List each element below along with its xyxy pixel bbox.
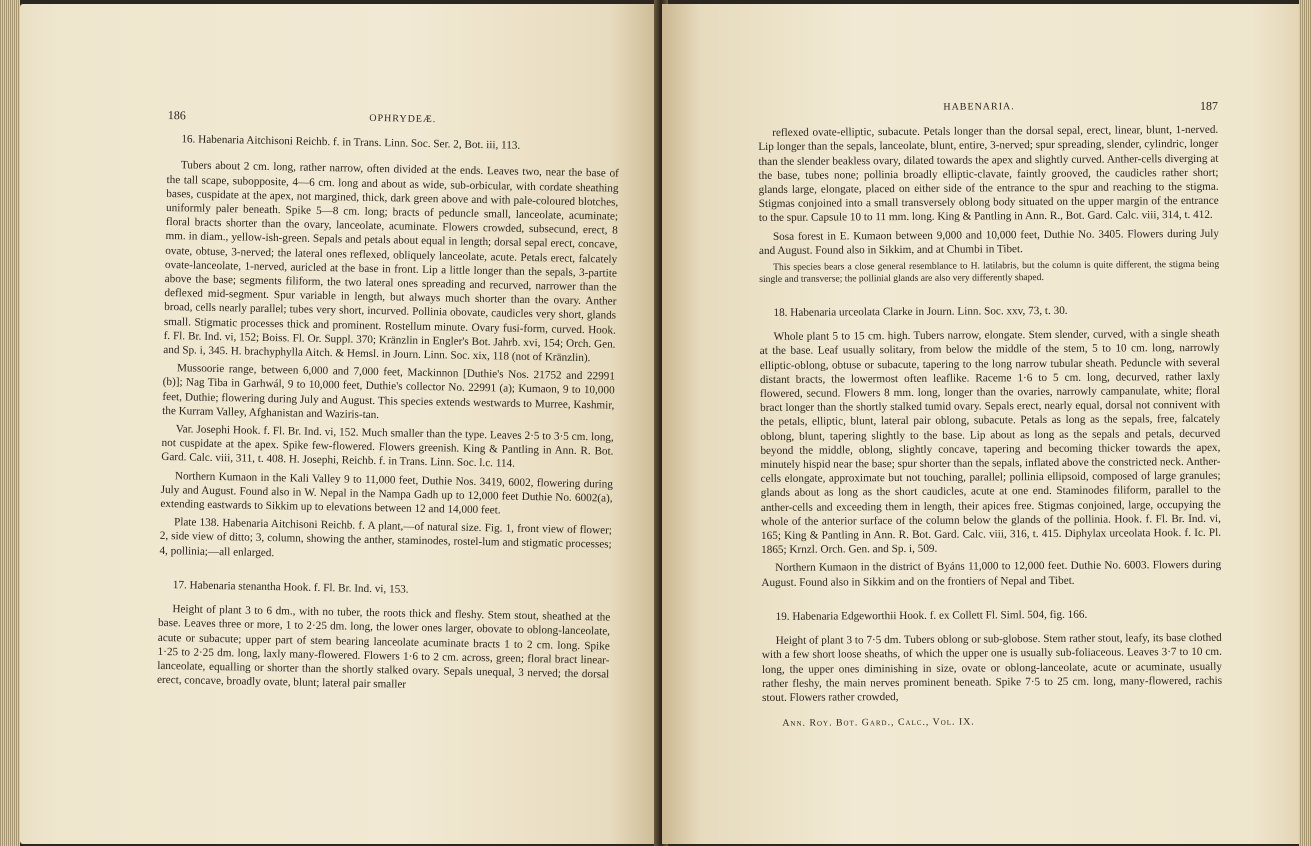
species-description-continued: reflexed ovate-elliptic, subacute. Petals longer than the dorsal sepal, erect, linear, blunt, 1-nerved. Lip longer than the sepals, lanceolate, blunt, entire, 3-nerved; spur spreading, slender, cylindric, longer than the slender beakless ovary, dilated towards the apex and slightly curved. Anther-cells diverging at the base, tubes none; pollinia broadly elliptic-clavate, faintly grooved, the caudicles rather short; glands large, elongate, placed on either side of the entrance to the spur and reaching to the stigma. Stigmas conjoined into a small transversely oblong body situated on the upper margin of the entrance to the spur. Capsule 10 to 11 mm. long. King & Pantling in Ann. R., Bot. Gard. Calc. viii, 314, t. 412. (758, 123, 1219, 225)
right-page (662, 4, 1302, 844)
left-text-column (157, 108, 620, 700)
species-description: Whole plant 5 to 15 cm. high. Tubers narrow, elongate. Stem slender, curved, with a single sheath at the base. Leaf usually solitary, from below the middle of the stem, 5 to 10 cm. long, narrowly elliptic-oblong, obtuse or subacute, tapering to the long narrow tubular sheath. Peduncle with several distant bracts, the lowermost often leaflike. Raceme 1·6 to 5 cm. long, decurved, rather laxly flowered, secund. Flowers 8 mm. long, longer than the ovaries, narrowly campanulate, white; floral bract longer than the shortly stalked tumid ovary. Sepals erect, nearly equal, dorsal not connivent with the petals, elliptic, blunt, lateral pair oblong, subacute. Petals as long as the sepals, free, falcately oblong, blunt, tapering slightly to the base. Lip about as long as the sepals and petals, decurved beyond the middle, oblong, slightly concave, tapering and becoming thicker towards the apex, minutely hispid near the base; spur shorter than the sepals, inflated above the constricted neck. Anther-cells elongate, approximate but not touching, parallel; pollinia ellipsoid, composed of large granules; glands about as long as the short caudicles, acute at one end. Staminodes filiform, parallel to the anther-cells and exceeding them in length, their apices free. Stigmas conjoined, large, occupying the whole of the anterior surface of the column below the glands of the pollinia. Hook. f. Fl. Br. Ind. vi, 165; King & Pantling in Ann. R. Bot. Gard. Calc. viii, 316, t. 415. Diphylax urceolata Hook. f. Ic. Pl. 1865; Krnzl. Orch. Gen. and Sp. i, 509. (759, 328, 1222, 557)
right-text-column (758, 99, 1222, 732)
left-page (20, 4, 660, 844)
right-header (758, 99, 1218, 116)
plate-caption: Plate 138. Habenaria Aitchisoni Reichb. f. A plant,—of natural size. Fig. 1, front view of flower; 2, side view of ditto; 3, column, showing the anther, staminodes, rostel-lum and stigmatic processes; 4, pollinia;—all enlarged. (159, 516, 613, 559)
species-heading: 19. Habenaria Edgeworthii Hook. f. ex Collett Fl. Siml. 504, fig. 166. (775, 608, 1088, 623)
page-number: 186 (167, 108, 186, 123)
species-description: Tubers about 2 cm. long, rather narrow, often divided at the ends. Leaves two, near the base of the tall scape, subopposite, 4—6 cm. long and about as wide, sub-orbicular, with cordate sheathing bases, cuspidate at the apex, not margined, thick, dark green above and with pale-coloured blotches, uniformly paler beneath. Spike 5—8 cm. long; bracts of peduncle small, lanceolate, acuminate; floral bracts shorter than the ovary, lanceolate, acuminate. Flowers crowded, subsecund, erect, 8 mm. in diam., yellow-ish-green. Sepals and petals about equal in length; dorsal sepal erect, concave, ovate, obtuse, 3-nerved; the lateral ones reflexed, obliquely lanceolate, acute. Petals erect, falcately ovate-lanceolate, 1-nerved, auricled at the base in front. Lip a little longer than the sepals, 3-partite above the base; segments filiform, the two lateral ones spreading and recurved, narrower than the deflexed mid-segment. Spur variable in length, but always much shorter than the ovary. Anther broad, cells nearly parallel; tubes very short, incurved. Pollinia obovate, caudicles very short, glands small. Stigmatic processes thick and prominent. Rostellum minute. Ovary fusi-form, curved. Hook. f. Fl. Br. Ind. vi, 152; Boiss. Fl. Or. Suppl. 370; Kränzlin in Engler's Bot. Jahrb. xvi, 154; Orch. Gen. and Sp. i, 345. H. brachyphylla Aitch. & Hemsl. in Journ. Linn. Soc. xix, 118 (not of Kränzlin). (163, 159, 619, 365)
species-distribution: Mussoorie range, between 6,000 and 7,000 feet, Mackinnon [Duthie's Nos. 21752 and 22991 (b)]; Nag Tiba in Garhwál, 9 to 10,000 feet, Duthie's collector No. 22991 (a); Kumaon, 9 to 10,000 feet, Duthie; flowering during July and August. This species extends westwards to Murree, Kashmir, the Kurram Valley, Afghanistan and Waziris-tan. (162, 362, 616, 421)
species-description: Height of plant 3 to 7·5 dm. Tubers oblong or sub-globose. Stem rather stout, leafy, its base clothed with a few short loose sheaths, of which the upper one is usually sub-foliaceous. Leaves 3·7 to 10 cm. long, the upper ones diminishing in size, ovate or oblong-lanceolate, acute or acuminate, usually rather fleshy, the main nerves prominent beneath. Spike 7·5 to 25 cm. long, many-flowered, rachis stout. Flowers rather crowded, (761, 631, 1223, 704)
species-heading: 17. Habenaria stenantha Hook. f. Fl. Br. Ind. vi, 153. (172, 579, 409, 596)
page-number: 187 (1199, 98, 1219, 113)
variety-distribution: Northern Kumaon in the Kali Valley 9 to 11,000 feet, Duthie Nos. 3419, 6002, flowering during July and August. Found also in W. Nepal in the Nampa Gadh up to 12,000 feet Duthie No. 6002(a), extending eastwards to Sikkim up to elevations between 12 and 14,000 feet. (160, 469, 613, 517)
page-edges-left (0, 0, 20, 846)
species-heading: 18. Habenaria urceolata Clarke in Journ. Linn. Soc. xxv, 73, t. 30. (773, 304, 1068, 319)
species-note: This species bears a close general resemblance to H. latilabris, but the column is quite different, the stigma being single and transverse; the pollinial glands are also very differently shaped. (759, 258, 1220, 286)
variety-description: Var. Josephi Hook. f. Fl. Br. Ind. vi, 152. Much smaller than the type. Leaves 2·5 to 3·5 cm. long, not cuspidate at the apex. Spike few-flowered. Flowers greenish. King & Pantling in Ann. R. Bot. Gard. Calc. viii, 311, t. 408. H. Josephi, Reichb. f. in Trans. Linn. Soc. l.c. 114. (161, 423, 614, 471)
species-description: Height of plant 3 to 6 dm., with no tuber, the roots thick and fleshy. Stem stout, sheathed at the base. Leaves three or more, 1 to 2·25 dm. long, the lower ones larger, obovate to oblong-lanceolate, acute or subacute; upper part of stem bearing lanceolate acuminate bracts 1 to 2 cm. long. Spike 1·25 to 2·25 dm. long, laxly many-flowered. Flowers 1·6 to 2 cm. across, green; floral bract linear-lanceolate, equalling or shorter than the shortly stalked ovary. Sepals unequal, 3 nerved; the dorsal erect, concave, broadly ovate, blunt; lateral pair smaller (156, 603, 611, 691)
running-head: HABENARIA. (943, 101, 1015, 113)
species-distribution: Northern Kumaon in the district of Byáns 11,000 to 12,000 feet. Duthie No. 6003. Flowers during August. Found also in Sikkim and on the frontiers of Nepal and Tibet. (761, 559, 1222, 589)
running-head: OPHRYDEÆ. (369, 112, 437, 126)
left-header (168, 108, 620, 131)
page-footer: Ann. Roy. Bot. Gard., Calc., Vol. IX. (782, 716, 975, 729)
page-edges-right (1299, 0, 1311, 846)
species-distribution: Sosa forest in E. Kumaon between 9,000 and 10,000 feet, Duthie No. 3405. Flowers during July and August. Found also in Sikkim, and at Chumbi in Tibet. (758, 227, 1219, 257)
species-heading: 16. Habenaria Aitchisoni Reichb. f. in Trans. Linn. Soc. Ser. 2, Bot. iii, 113. (181, 133, 521, 152)
